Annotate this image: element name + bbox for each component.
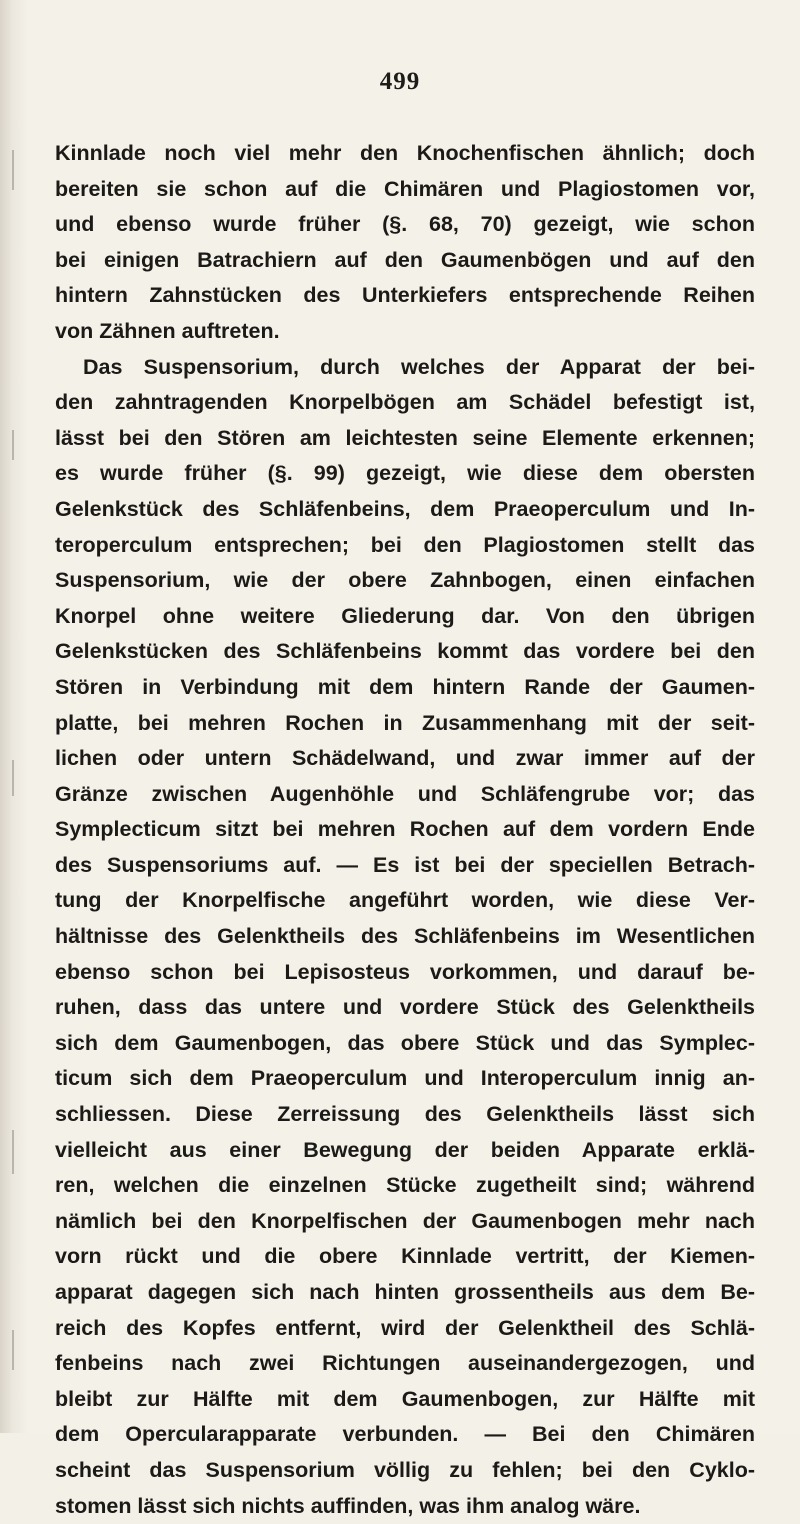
text-line: Knorpel ohne weitere Gliederung dar. Von den übrigen (55, 603, 755, 628)
text-line: nämlich bei den Knorpelfischen der Gaumenbogen mehr nach (55, 1208, 755, 1233)
text-line: Symplecticum sitzt bei mehren Rochen auf dem vordern Ende (55, 817, 755, 842)
text-line: von Zähnen auftreten. (55, 318, 280, 343)
text-line: ruhen, dass das untere und vordere Stück des Gelenktheils (55, 995, 755, 1020)
text-line: hältnisse des Gelenktheils des Schläfenbeins im Wesentlichen (55, 924, 755, 949)
text-line: vorn rückt und die obere Kinnlade vertritt, der Kiemen- (55, 1244, 755, 1269)
text-line: apparat dagegen sich nach hinten grossentheils aus dem Be- (55, 1280, 755, 1304)
text-line: lässt bei den Stören am leichtesten seine Elemente erkennen; (55, 425, 755, 450)
text-line: reich des Kopfes entfernt, wird der Gelenktheil des Schlä- (55, 1315, 755, 1340)
text-line: es wurde früher (§. 99) gezeigt, wie diese dem obersten (55, 461, 755, 486)
margin-mark (12, 150, 14, 190)
text-line: Gelenkstück des Schläfenbeins, dem Praeoperculum und In- (55, 496, 755, 521)
page-edge-shadow (0, 0, 28, 1433)
margin-mark (12, 1330, 14, 1370)
text-line: ebenso schon bei Lepisosteus vorkommen, und darauf be- (55, 959, 755, 984)
text-line: bei einigen Batrachiern auf den Gaumenbögen und auf den (55, 247, 755, 272)
text-line: lichen oder untern Schädelwand, und zwar immer auf der (55, 746, 755, 771)
margin-mark (12, 430, 14, 460)
text-line: Stören in Verbindung mit dem hintern Rande der Gaumen- (55, 674, 755, 699)
text-line: Suspensorium, wie der obere Zahnbogen, einen einfachen (55, 568, 755, 593)
text-line: dem Opercularapparate verbunden. — Bei den Chimären (55, 1422, 755, 1447)
text-line: stomen lässt sich nichts auffinden, was ihm analog wäre. (55, 1493, 641, 1518)
text-line: Gelenkstücken des Schläfenbeins kommt das vordere bei den (55, 639, 755, 664)
text-line: des Suspensoriums auf. — Es ist bei der speciellen Betrach- (55, 852, 755, 877)
text-line: ren, welchen die einzelnen Stücke zugetheilt sind; während (55, 1173, 755, 1198)
text-line: ticum sich dem Praeoperculum und Interoperculum innig an- (55, 1066, 755, 1091)
text-line: hintern Zahnstücken des Unterkiefers entsprechende Reihen (55, 283, 755, 308)
text-line: fenbeins nach zwei Richtungen auseinandergezogen, und (55, 1351, 755, 1376)
text-line: Gränze zwischen Augenhöhle und Schläfengrube vor; das (55, 781, 755, 806)
text-line: Das Suspensorium, durch welches der Apparat der bei- (83, 354, 755, 379)
text-line: bereiten sie schon auf die Chimären und Plagiostomen vor, (55, 176, 755, 201)
text-line: schliessen. Diese Zerreissung des Gelenktheils lässt sich (55, 1102, 755, 1127)
text-line: platte, bei mehren Rochen in Zusammenhang mit der seit- (55, 710, 755, 735)
margin-mark (12, 760, 14, 796)
page-number: 499 (379, 68, 421, 95)
text-line: Kinnlade noch viel mehr den Knochenfischen ähnlich; doch (55, 141, 755, 165)
text-line: und ebenso wurde früher (§. 68, 70) gezeigt, wie schon (55, 212, 755, 237)
margin-mark (12, 1130, 14, 1174)
text-line: sich dem Gaumenbogen, das obere Stück und das Symplec- (55, 1030, 755, 1055)
text-line: bleibt zur Hälfte mit dem Gaumenbogen, zur Hälfte mit (55, 1386, 755, 1411)
body-text (55, 136, 755, 1524)
text-line: den zahntragenden Knorpelbögen am Schädel befestigt ist, (55, 390, 755, 415)
text-line: vielleicht aus einer Bewegung der beiden Apparate erklä- (55, 1137, 755, 1162)
text-line: scheint das Suspensorium völlig zu fehlen; bei den Cyklo- (55, 1457, 755, 1482)
text-line: teroperculum entsprechen; bei den Plagiostomen stellt das (55, 532, 755, 557)
text-line: tung der Knorpelfische angeführt worden, wie diese Ver- (55, 888, 755, 913)
